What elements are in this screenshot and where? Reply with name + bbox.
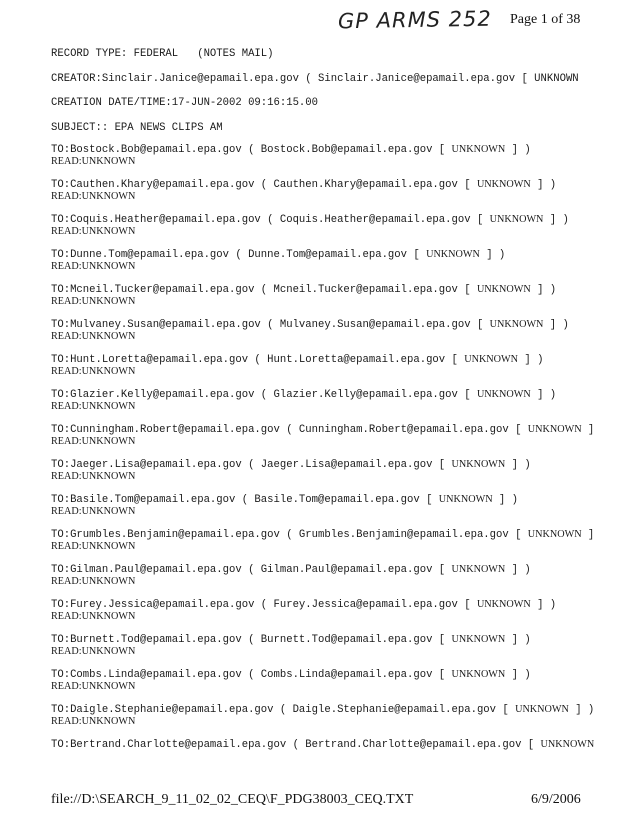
recipient-close-bracket: ] ) [530,389,557,401]
recipient-read-status: READ:UNKNOWN [51,436,136,447]
creation-date-line: CREATION DATE/TIME:17-JUN-2002 09:16:15.00 [51,97,319,109]
recipient-entry [51,354,631,389]
recipient-address: TO:Cunningham.Robert@epamail.epa.gov ( Cunningham.Robert@epamail.epa.gov [ [51,424,528,436]
record-type-line: RECORD TYPE: FEDERAL (NOTES MAIL) [51,48,274,60]
recipient-address: TO:Bertrand.Charlotte@epamail.epa.gov ( Bertrand.Charlotte@epamail.epa.gov [ [51,739,541,751]
recipient-to-line [51,214,631,226]
recipient-to-line [51,389,631,401]
recipient-to-line [51,494,631,506]
recipient-address: TO:Combs.Linda@epamail.epa.gov ( Combs.Linda@epamail.epa.gov [ [51,669,452,681]
recipient-entry [51,144,631,179]
recipient-close-bracket: ] ) [505,459,531,471]
recipient-read-status: READ:UNKNOWN [51,261,136,272]
recipient-entry [51,424,631,459]
subject-line: SUBJECT:: EPA NEWS CLIPS AM [51,121,223,134]
recipient-status: UNKNOWN [527,529,582,540]
recipient-to-line [51,459,631,471]
recipient-entry [51,669,631,704]
recipient-close-bracket: ] ) [505,144,531,156]
record-header [51,48,631,146]
recipient-address: TO:Daigle.Stephanie@epamail.epa.gov ( Daigle.Stephanie@epamail.epa.gov [ [51,704,516,716]
recipient-entry [51,599,631,634]
recipient-read-status [51,751,631,763]
recipient-to-line [51,284,631,296]
recipient-to-line [51,529,631,541]
recipient-close-bracket: ] ) [543,319,569,331]
recipient-address: TO:Jaeger.Lisa@epamail.epa.gov ( Jaeger.Lisa@epamail.epa.gov [ [51,459,452,471]
recipient-close-bracket: ] ) [530,284,557,296]
footer-file-path: file://D:\SEARCH_9_11_02_02_CEQ\F_PDG38003_CEQ.TXT [51,792,414,807]
recipient-status: UNKNOWN [476,179,531,190]
recipient-status: UNKNOWN [451,669,506,680]
recipient-entry [51,704,631,739]
recipient-address: TO:Glazier.Kelly@epamail.epa.gov ( Glazier.Kelly@epamail.epa.gov [ [51,389,477,401]
recipient-status: UNKNOWN [426,249,480,260]
recipient-close-bracket: ] ) [530,179,557,191]
page-number: Page 1 of 38 [510,12,581,27]
recipient-to-line [51,144,631,156]
recipient-close-bracket: ] [581,424,595,436]
recipient-status: UNKNOWN [476,389,531,400]
recipient-to-line [51,599,631,611]
recipient-status: UNKNOWN [489,319,544,330]
recipient-address: TO:Mulvaney.Susan@epamail.epa.gov ( Mulvaney.Susan@epamail.epa.gov [ [51,319,490,331]
recipient-entry [51,214,631,249]
recipient-to-line [51,354,631,366]
recipient-address: TO:Coquis.Heather@epamail.epa.gov ( Coquis.Heather@epamail.epa.gov [ [51,214,490,226]
recipient-read-status: READ:UNKNOWN [51,471,136,482]
recipient-status: UNKNOWN [527,424,582,435]
recipient-close-bracket: ] ) [505,669,531,681]
recipient-entry [51,459,631,494]
recipient-entry [51,564,631,599]
recipient-close-bracket: ] ) [479,249,506,261]
recipient-read-status: READ:UNKNOWN [51,576,136,587]
recipient-read-status: READ:UNKNOWN [51,366,136,377]
recipient-read-status: READ:UNKNOWN [51,681,136,692]
recipient-entry [51,494,631,529]
recipient-entry [51,319,631,354]
recipient-status: UNKNOWN [451,634,506,645]
recipient-address: TO:Mcneil.Tucker@epamail.epa.gov ( Mcneil.Tucker@epamail.epa.gov [ [51,284,477,296]
recipient-status: UNKNOWN [515,704,569,715]
recipient-close-bracket: ] ) [530,599,557,611]
recipient-close-bracket: ] ) [505,634,531,646]
recipient-list [51,144,631,774]
recipient-address: TO:Gilman.Paul@epamail.epa.gov ( Gilman.Paul@epamail.epa.gov [ [51,564,452,576]
recipient-close-bracket: ] ) [543,214,569,226]
recipient-read-status: READ:UNKNOWN [51,156,136,167]
recipient-close-bracket: ] ) [492,494,518,506]
handwritten-stamp: GP ARMS 252 [337,6,492,34]
recipient-read-status: READ:UNKNOWN [51,296,136,307]
recipient-status: UNKNOWN [451,459,506,470]
recipient-to-line [51,564,631,576]
recipient-status: UNKNOWN [476,284,531,295]
recipient-address: TO:Basile.Tom@epamail.epa.gov ( Basile.Tom@epamail.epa.gov [ [51,494,439,506]
recipient-address: TO:Burnett.Tod@epamail.epa.gov ( Burnett.Tod@epamail.epa.gov [ [51,634,452,646]
recipient-status: UNKNOWN [464,354,518,365]
recipient-entry [51,389,631,424]
recipient-entry [51,634,631,669]
recipient-address: TO:Furey.Jessica@epamail.epa.gov ( Furey.Jessica@epamail.epa.gov [ [51,599,477,611]
recipient-status: UNKNOWN [451,564,506,575]
recipient-status: UNKNOWN [540,739,595,750]
recipient-entry [51,529,631,564]
recipient-read-status: READ:UNKNOWN [51,611,136,622]
recipient-entry [51,739,631,774]
recipient-to-line [51,179,631,191]
creator-line: CREATOR:Sinclair.Janice@epamail.epa.gov ( Sinclair.Janice@epamail.epa.gov [ UNKNOWN [51,72,579,85]
recipient-address: TO:Dunne.Tom@epamail.epa.gov ( Dunne.Tom@epamail.epa.gov [ [51,249,427,261]
recipient-entry [51,179,631,214]
recipient-read-status: READ:UNKNOWN [51,401,136,412]
recipient-to-line [51,739,631,751]
recipient-address: TO:Hunt.Loretta@epamail.epa.gov ( Hunt.Loretta@epamail.epa.gov [ [51,354,465,366]
recipient-address: TO:Cauthen.Khary@epamail.epa.gov ( Cauthen.Khary@epamail.epa.gov [ [51,179,477,191]
recipient-close-bracket: ] ) [518,354,544,366]
recipient-to-line [51,249,631,261]
recipient-read-status: READ:UNKNOWN [51,646,136,657]
recipient-address: TO:Grumbles.Benjamin@epamail.epa.gov ( Grumbles.Benjamin@epamail.epa.gov [ [51,529,528,541]
recipient-entry [51,249,631,284]
recipient-status: UNKNOWN [438,494,493,505]
recipient-read-status: READ:UNKNOWN [51,506,136,517]
recipient-address: TO:Bostock.Bob@epamail.epa.gov ( Bostock.Bob@epamail.epa.gov [ [51,144,452,156]
recipient-to-line [51,669,631,681]
recipient-read-status: READ:UNKNOWN [51,191,136,202]
recipient-entry [51,284,631,319]
recipient-status: UNKNOWN [476,599,531,610]
recipient-read-status: READ:UNKNOWN [51,331,136,342]
recipient-read-status: READ:UNKNOWN [51,226,136,237]
recipient-close-bracket: ] ) [568,704,595,716]
footer-date: 6/9/2006 [531,792,581,807]
recipient-status: UNKNOWN [489,214,544,225]
recipient-to-line [51,704,631,716]
recipient-close-bracket: ] ) [505,564,531,576]
recipient-read-status: READ:UNKNOWN [51,541,136,552]
recipient-close-bracket: ] [581,529,595,541]
recipient-read-status: READ:UNKNOWN [51,716,136,727]
recipient-status: UNKNOWN [451,144,506,155]
recipient-to-line [51,634,631,646]
recipient-to-line [51,319,631,331]
recipient-to-line [51,424,631,436]
